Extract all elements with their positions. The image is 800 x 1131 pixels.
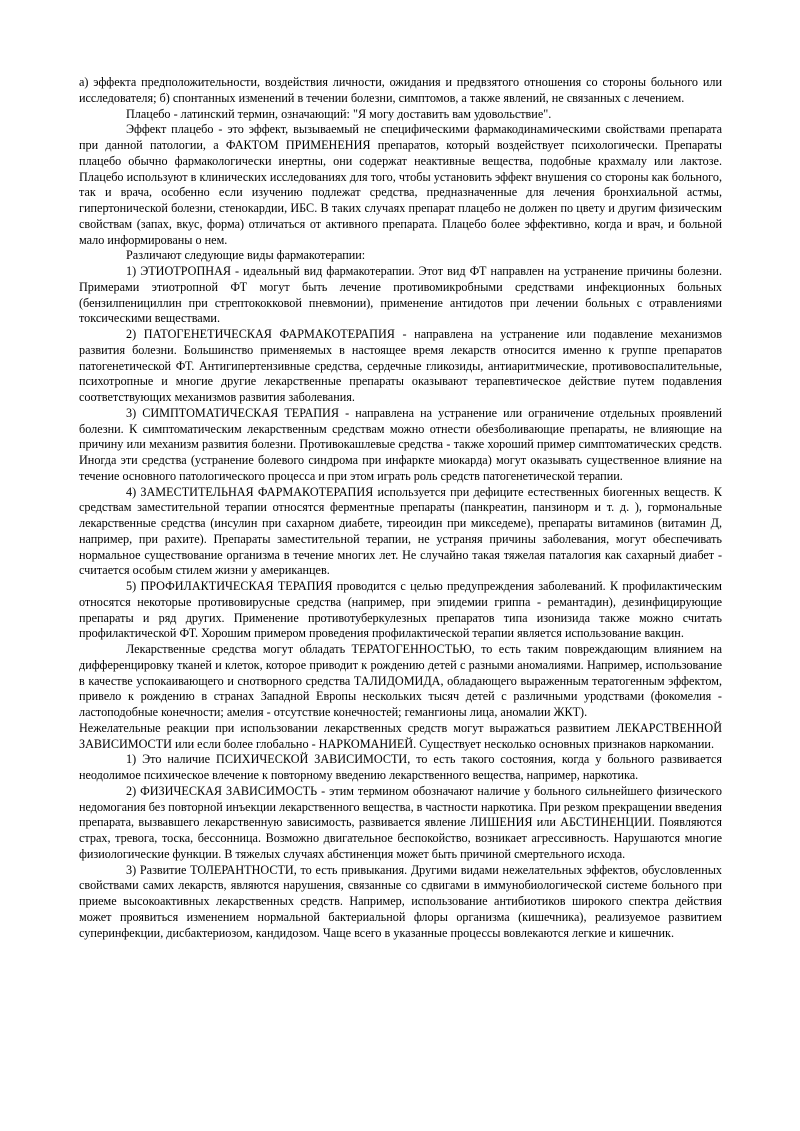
paragraph: 1) Это наличие ПСИХИЧЕСКОЙ ЗАВИСИМОСТИ, то есть такого состояния, когда у больного развивается неодолимое психическое влечение к повторному введению лекарственного вещества, например, наркотика. [79, 752, 722, 782]
paragraph: Различают следующие виды фармакотерапии: [126, 248, 366, 263]
paragraph: 3) Развитие ТОЛЕРАНТНОСТИ, то есть привыкания. Другими видами нежелательных эффектов, обусловленных свойствами самих лекарств, являются нарушения, связанные со сдвигами в иммунобиологической системе больного при приеме высокоактивных лекарственных средств. Например, использование антибиотиков широкого спектра действия может проявиться изменением нормальной бактериальной флоры организма (кишечника), реализуемое развитием суперинфекции, дисбактериозом, кандидозом. Чаще всего в указанные процессы вовлекаются легкие и кишечник. [79, 862, 722, 940]
paragraph: 5) ПРОФИЛАКТИЧЕСКАЯ ТЕРАПИЯ проводится с целью предупреждения заболеваний. К профилактическим относятся некоторые противовирусные средства (например, при эпидемии гриппа - ремантадин), дезинфицирующие препараты и ряд других. Применение противотуберкулезных препаратов типа изонизида также можно считать профилактической ФТ. Хорошим примером проведения профилактической терапии является использование вакцин. [79, 579, 722, 641]
paragraph: 1) ЭТИОТРОПНАЯ - идеальный вид фармакотерапии. Этот вид ФТ направлен на устранение причины болезни. Примерами этиотропной ФТ могут быть лечение противомикробными средствами инфекционных больных (бензилпенициллин при стрептококковой пневмонии), применение антидотов при лечении больных с отравлениями токсическими веществами. [79, 264, 722, 326]
paragraph: 4) ЗАМЕСТИТЕЛЬНАЯ ФАРМАКОТЕРАПИЯ используется при дефиците естественных биогенных веществ. К средствам заместительной терапии относятся ферментные препараты (панкреатин, панзинорм и т. д. ), гормональные лекарственные средства (инсулин при сахарном диабете, тиреоидин при микседеме), препараты витаминов (витамин Д, например, при рахите). Препараты заместительной терапии, не устраняя причины заболевания, могут обеспечивать нормальное существование организма в течение многих лет. Не случайно такая тяжелая паталогия как сахарный диабет - считается особым стилем жизни у американцев. [79, 484, 722, 578]
paragraph: Плацебо - латинский термин, означающий: "Я могу доставить вам удовольствие". [126, 106, 552, 121]
paragraph: Лекарственные средства могут обладать ТЕРАТОГЕННОСТЬЮ, то есть таким повреждающим влиянием на дифференцировку тканей и клеток, которое приводит к рождению детей с разными аномалиями. Например, использование в качестве успокаивающего и снотворного средства ТАЛИДОМИДА, обладающего выраженным тератогенным эффектом, привело к рождению в странах Западной Европы нескольких тысяч детей с различными уродствами (фокомелия - ластоподобные конечности; амелия - отсутствие конечностей; гемангионы лица, аномалии ЖКТ). [79, 642, 722, 719]
paragraph: а) эффекта предположительности, воздействия личности, ожидания и предвзятого отношения со стороны больного или исследователя; б) спонтанных изменений в течении болезни, симптомов, а также явлений, не связанных с лечением. [79, 75, 722, 105]
paragraph: Нежелательные реакции при использовании лекарственных средств могут выражаться развитием ЛЕКАРСТВЕННОЙ ЗАВИСИМОСТИ или если более глобально - НАРКОМАНИЕЙ. Существует несколько основных признаков наркомании. [79, 720, 722, 751]
paragraph: 2) ФИЗИЧЕСКАЯ ЗАВИСИМОСТЬ - этим термином обозначают наличие у больного сильнейшего физического недомогания без повторной инъекции лекарственного вещества, в частности наркотика. При резком прекращении введения препарата, вызвавшего лекарственную зависимость, развивается явление ЛИШЕНИЯ или АБСТИНЕНЦИИ. Появляются страх, тревога, тоска, бессонница. Возможно двигательное беспокойство, возникает агрессивность. Нарушаются многие физиологические функции. В тяжелых случаях абстиненция может быть причиной смертельного исхода. [79, 783, 722, 861]
paragraph: 2) ПАТОГЕНЕТИЧЕСКАЯ ФАРМАКОТЕРАПИЯ - направлена на устранение или подавление механизмов развития болезни. Большинство применяемых в настоящее время лекарств относится именно к группе препаратов патогенетической ФТ. Антигипертензивные средства, сердечные гликозиды, антиаритмические, противовоспалительные, психотропные и многие другие лекарственные препараты оказывают терапевтическое действие путем подавления соответствующих механизмов развития заболевания. [79, 327, 722, 404]
paragraph: Эффект плацебо - это эффект, вызываемый не специфическими фармакодинамическими свойствами препарата при данной патологии, а ФАКТОМ ПРИМЕНЕНИЯ препаратов, который воздействует психологически. Препараты плацебо обычно фармакологически инертны, они содержат неактивные вещества, подобные крахмалу или лактозе. Плацебо используют в клинических исследованиях для того, чтобы установить эффект внушения со стороны как больного, так и врача, особенно если изучению подлежат средства, предназначенные для лечения бронхиальной астмы, гипертонической болезни, стенокардии, ИБС. В таких случаях препарат плацебо не должен по цвету и другим физическим свойствам (запах, вкус, форма) отличаться от активного препарата. Плацебо более эффективно, когда и врач, и больной мало информированы о нем. [79, 122, 722, 247]
paragraph: 3) СИМПТОМАТИЧЕСКАЯ ТЕРАПИЯ - направлена на устранение или ограничение отдельных проявлений болезни. К симптоматическим лекарственным средствам можно отнести обезболивающие препараты, не влияющие на причину или механизм развития болезни. Противокашлевые средства - также хороший пример симптоматических средств. Иногда эти средства (устранение болевого синдрома при инфаркте миокарда) могут оказывать существенное влияние на течение основного патологического процесса и при этом играть роль средств патогенетической терапии. [79, 405, 722, 483]
document-page [79, 75, 722, 941]
